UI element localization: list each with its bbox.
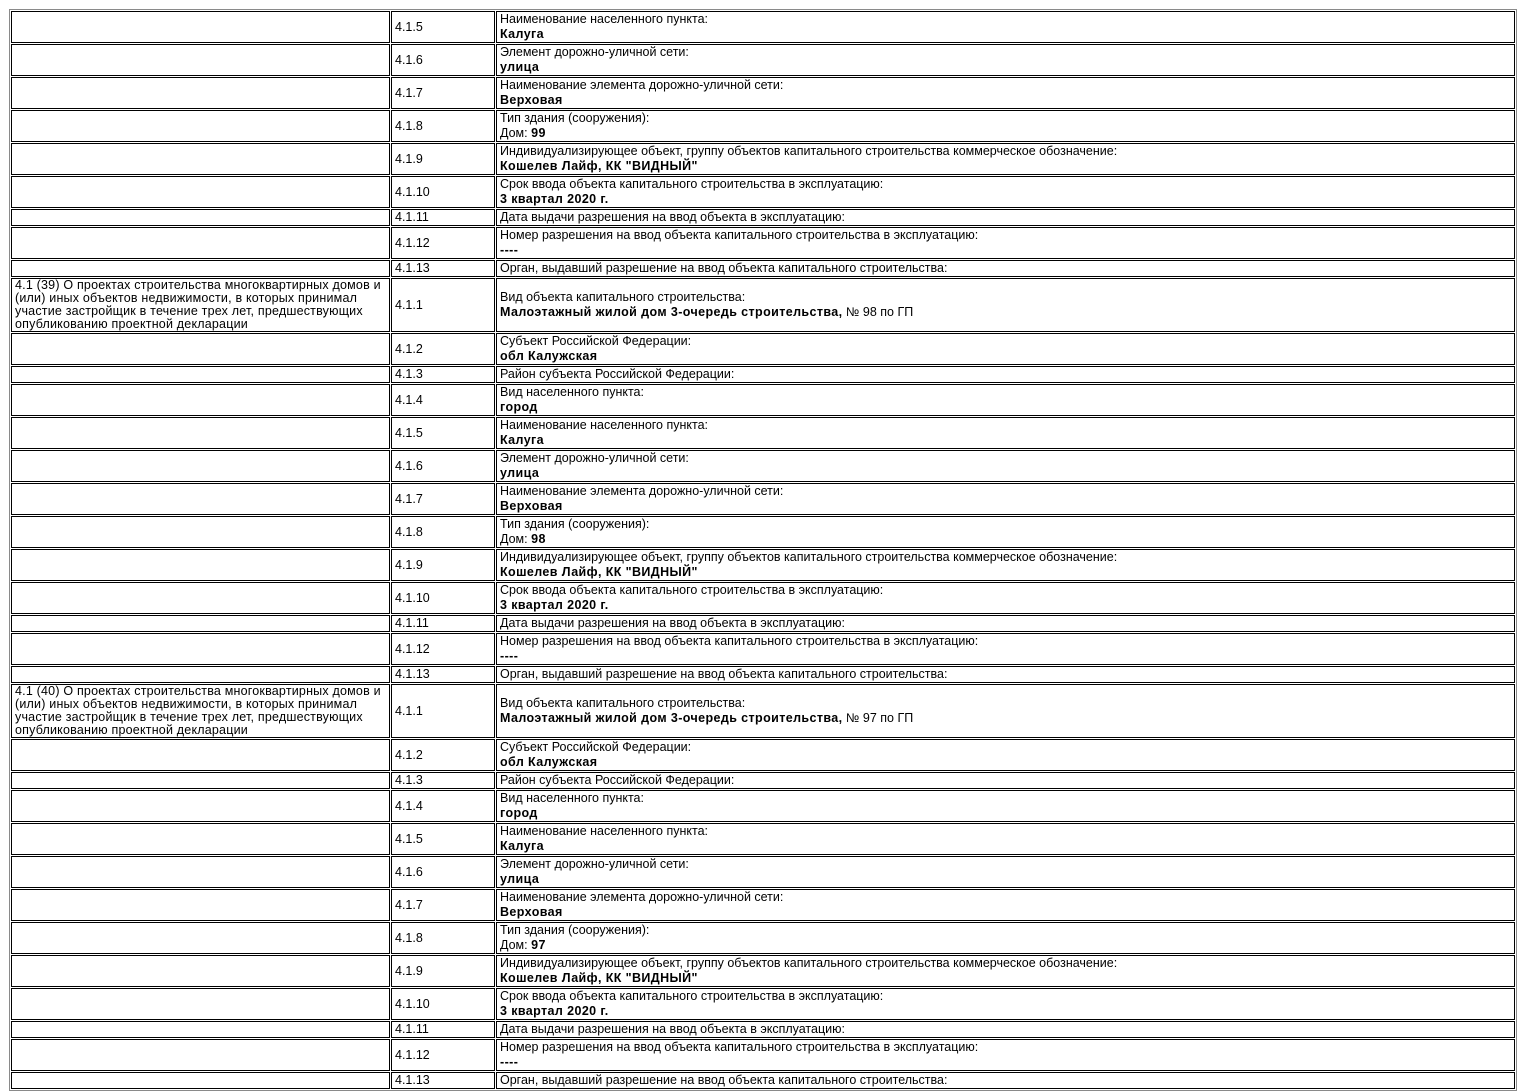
table-row [11, 227, 1515, 259]
field-value-text: № 98 по ГП [842, 305, 914, 319]
row-number-cell [391, 549, 495, 581]
row-number: 4.1.3 [395, 367, 423, 381]
field-value [500, 243, 1511, 258]
section-description-cell [11, 790, 390, 822]
field-value [500, 532, 1511, 547]
field-value [500, 839, 1511, 854]
content-cell [496, 260, 1515, 277]
section-description-cell [11, 483, 390, 515]
row-number-cell [391, 450, 495, 482]
section-description-cell [11, 1039, 390, 1071]
table-row [11, 666, 1515, 683]
field-label: Дата выдачи разрешения на ввод объекта в эксплуатацию: [500, 210, 845, 224]
table-row [11, 516, 1515, 548]
field-label: Орган, выдавший разрешение на ввод объекта капитального строительства: [500, 667, 948, 681]
row-number-cell [391, 209, 495, 226]
row-number: 4.1.4 [395, 392, 423, 407]
table-row [11, 1039, 1515, 1071]
content-cell [496, 483, 1515, 515]
field-value [500, 192, 1511, 207]
row-number: 4.1.5 [395, 425, 423, 440]
field-value-text: ---- [500, 243, 519, 257]
field-label: Тип здания (сооружения): [500, 517, 650, 531]
content-cell [496, 666, 1515, 683]
row-number: 4.1.7 [395, 491, 423, 506]
table-row [11, 582, 1515, 614]
field-label: Район субъекта Российской Федерации: [500, 773, 735, 787]
row-number-cell [391, 278, 495, 332]
field-label: Индивидуализирующее объект, группу объектов капитального строительства коммерческое обозначение: [500, 144, 1118, 158]
field-value [500, 938, 1511, 953]
row-number-cell [391, 366, 495, 383]
row-number-cell [391, 823, 495, 855]
section-description-cell [11, 988, 390, 1020]
row-number-cell [391, 633, 495, 665]
field-label: Тип здания (сооружения): [500, 111, 650, 125]
field-value [500, 499, 1511, 514]
field-label: Номер разрешения на ввод объекта капитального строительства в эксплуатацию: [500, 634, 979, 648]
field-value-text: город [500, 400, 538, 414]
content-cell [496, 615, 1515, 632]
section-description-cell [11, 11, 390, 43]
field-value-text: Верховая [500, 499, 563, 513]
section-description-cell [11, 44, 390, 76]
row-number: 4.1.2 [395, 747, 423, 762]
table-row [11, 1021, 1515, 1038]
field-label: Номер разрешения на ввод объекта капитального строительства в эксплуатацию: [500, 1040, 979, 1054]
field-label: Орган, выдавший разрешение на ввод объекта капитального строительства: [500, 1073, 948, 1087]
row-number-cell [391, 260, 495, 277]
row-number-cell [391, 176, 495, 208]
field-label: Дата выдачи разрешения на ввод объекта в эксплуатацию: [500, 1022, 845, 1036]
content-cell [496, 450, 1515, 482]
row-number: 4.1.9 [395, 151, 423, 166]
row-number: 4.1.7 [395, 897, 423, 912]
row-number-cell [391, 417, 495, 449]
content-cell [496, 955, 1515, 987]
row-number: 4.1.3 [395, 773, 423, 787]
declaration-table-body [11, 11, 1515, 1089]
field-label: Вид населенного пункта: [500, 791, 644, 805]
field-label: Тип здания (сооружения): [500, 923, 650, 937]
row-number-cell [391, 483, 495, 515]
row-number-cell [391, 889, 495, 921]
row-number: 4.1.4 [395, 798, 423, 813]
field-value-text: Калуга [500, 433, 545, 447]
row-number: 4.1.5 [395, 831, 423, 846]
content-cell [496, 366, 1515, 383]
section-description-cell [11, 260, 390, 277]
field-value-text: Кошелев Лайф, КК "ВИДНЫЙ" [500, 565, 698, 579]
field-label: Срок ввода объекта капитального строительства в эксплуатацию: [500, 989, 884, 1003]
table-row [11, 11, 1515, 43]
section-description-cell [11, 1072, 390, 1089]
row-number-cell [391, 1039, 495, 1071]
content-cell [496, 333, 1515, 365]
field-label: Субъект Российской Федерации: [500, 740, 692, 754]
table-row [11, 549, 1515, 581]
field-value [500, 466, 1511, 481]
table-row [11, 209, 1515, 226]
field-value [500, 711, 1511, 726]
field-value [500, 971, 1511, 986]
section-description-cell [11, 823, 390, 855]
section-description-cell [11, 176, 390, 208]
field-value-text: 3 квартал 2020 г. [500, 598, 609, 612]
row-number: 4.1.12 [395, 641, 430, 656]
field-label: Вид объекта капитального строительства: [500, 696, 746, 710]
content-cell [496, 143, 1515, 175]
section-description: 4.1 (39) О проектах строительства многоквартирных домов и (или) иных объектов недвижимости, в которых принимал участие застройщик в течение трех лет, предшествующих опубликованию проектной декларации [15, 278, 381, 331]
row-number-cell [391, 922, 495, 954]
field-value-text: № 97 по ГП [842, 711, 914, 725]
field-label: Субъект Российской Федерации: [500, 334, 692, 348]
row-number: 4.1.13 [395, 667, 430, 681]
row-number-cell [391, 1072, 495, 1089]
table-row [11, 772, 1515, 789]
table-row [11, 44, 1515, 76]
field-label: Орган, выдавший разрешение на ввод объекта капитального строительства: [500, 261, 948, 275]
section-description-cell [11, 684, 390, 738]
field-value-text: 3 квартал 2020 г. [500, 1004, 609, 1018]
row-number-cell [391, 955, 495, 987]
table-row [11, 110, 1515, 142]
field-value-text: улица [500, 872, 540, 886]
section-description-cell [11, 77, 390, 109]
row-number-cell [391, 772, 495, 789]
row-number: 4.1.2 [395, 341, 423, 356]
field-value [500, 1004, 1511, 1019]
row-number: 4.1.12 [395, 235, 430, 250]
row-number: 4.1.1 [395, 703, 423, 718]
content-cell [496, 1072, 1515, 1089]
content-cell [496, 549, 1515, 581]
content-cell [496, 110, 1515, 142]
table-row [11, 1072, 1515, 1089]
field-value-text: Верховая [500, 93, 563, 107]
row-number-cell [391, 739, 495, 771]
table-row [11, 790, 1515, 822]
section-description-cell [11, 110, 390, 142]
field-value-text: 98 [531, 532, 546, 546]
field-value-text: Малоэтажный жилой дом 3-очередь строительства, [500, 305, 843, 319]
section-description-cell [11, 417, 390, 449]
row-number-cell [391, 666, 495, 683]
field-value [500, 872, 1511, 887]
table-row [11, 615, 1515, 632]
content-cell [496, 176, 1515, 208]
field-label: Срок ввода объекта капитального строительства в эксплуатацию: [500, 583, 884, 597]
section-description-cell [11, 633, 390, 665]
field-value-text: Малоэтажный жилой дом 3-очередь строительства, [500, 711, 843, 725]
content-cell [496, 11, 1515, 43]
field-value [500, 126, 1511, 141]
field-value [500, 649, 1511, 664]
row-number: 4.1.6 [395, 864, 423, 879]
section-description-cell [11, 366, 390, 383]
field-value-text: ---- [500, 649, 519, 663]
row-number-cell [391, 856, 495, 888]
content-cell [496, 684, 1515, 738]
section-description-cell [11, 333, 390, 365]
section-description-cell [11, 1021, 390, 1038]
field-value [500, 400, 1511, 415]
field-value [500, 305, 1511, 320]
section-description-cell [11, 666, 390, 683]
field-label: Район субъекта Российской Федерации: [500, 367, 735, 381]
table-row [11, 739, 1515, 771]
table-row [11, 922, 1515, 954]
section-description-cell [11, 856, 390, 888]
field-value-text: ---- [500, 1055, 519, 1069]
row-number: 4.1.11 [395, 1022, 429, 1036]
row-number-cell [391, 516, 495, 548]
field-value-text: Калуга [500, 27, 545, 41]
row-number-cell [391, 333, 495, 365]
table-row [11, 333, 1515, 365]
row-number-cell [391, 44, 495, 76]
field-label: Индивидуализирующее объект, группу объектов капитального строительства коммерческое обозначение: [500, 550, 1118, 564]
table-row [11, 988, 1515, 1020]
content-cell [496, 44, 1515, 76]
field-value [500, 60, 1511, 75]
field-value [500, 349, 1511, 364]
row-number-cell [391, 77, 495, 109]
section-description: 4.1 (40) О проектах строительства многоквартирных домов и (или) иных объектов недвижимости, в которых принимал участие застройщик в течение трех лет, предшествующих опубликованию проектной декларации [15, 684, 381, 737]
row-number-cell [391, 582, 495, 614]
field-value [500, 27, 1511, 42]
field-value [500, 433, 1511, 448]
content-cell [496, 1021, 1515, 1038]
field-value-text: 3 квартал 2020 г. [500, 192, 609, 206]
section-description-cell [11, 955, 390, 987]
field-value-text: Кошелев Лайф, КК "ВИДНЫЙ" [500, 971, 698, 985]
content-cell [496, 77, 1515, 109]
field-value [500, 905, 1511, 920]
row-number: 4.1.1 [395, 297, 423, 312]
field-value-text: улица [500, 466, 540, 480]
section-description-cell [11, 889, 390, 921]
declaration-table [9, 9, 1517, 1091]
field-label: Дата выдачи разрешения на ввод объекта в эксплуатацию: [500, 616, 845, 630]
field-value-text: обл Калужская [500, 349, 598, 363]
section-description-cell [11, 278, 390, 332]
row-number: 4.1.10 [395, 590, 430, 605]
row-number: 4.1.6 [395, 458, 423, 473]
field-value [500, 159, 1511, 174]
field-label: Элемент дорожно-уличной сети: [500, 857, 689, 871]
table-row [11, 417, 1515, 449]
section-description-cell [11, 739, 390, 771]
row-number-cell [391, 384, 495, 416]
field-label: Наименование населенного пункта: [500, 12, 709, 26]
row-number-cell [391, 227, 495, 259]
row-number: 4.1.8 [395, 118, 423, 133]
row-number-cell [391, 110, 495, 142]
table-row [11, 260, 1515, 277]
field-label: Вид объекта капитального строительства: [500, 290, 746, 304]
content-cell [496, 739, 1515, 771]
row-number-cell [391, 1021, 495, 1038]
content-cell [496, 922, 1515, 954]
field-label: Наименование населенного пункта: [500, 418, 709, 432]
content-cell [496, 633, 1515, 665]
row-number-cell [391, 615, 495, 632]
content-cell [496, 889, 1515, 921]
table-row [11, 143, 1515, 175]
section-description-cell [11, 450, 390, 482]
content-cell [496, 823, 1515, 855]
table-row [11, 684, 1515, 738]
field-label: Номер разрешения на ввод объекта капитального строительства в эксплуатацию: [500, 228, 979, 242]
row-number-cell [391, 988, 495, 1020]
row-number: 4.1.8 [395, 930, 423, 945]
row-number-cell [391, 684, 495, 738]
field-label: Элемент дорожно-уличной сети: [500, 451, 689, 465]
section-description-cell [11, 772, 390, 789]
table-row [11, 633, 1515, 665]
field-label: Наименование элемента дорожно-уличной сети: [500, 890, 784, 904]
table-row [11, 955, 1515, 987]
section-description-cell [11, 227, 390, 259]
row-number: 4.1.10 [395, 184, 430, 199]
row-number: 4.1.9 [395, 557, 423, 572]
section-description-cell [11, 582, 390, 614]
section-description-cell [11, 384, 390, 416]
row-number: 4.1.13 [395, 1073, 430, 1087]
table-row [11, 366, 1515, 383]
field-value [500, 598, 1511, 613]
row-number-cell [391, 143, 495, 175]
table-row [11, 450, 1515, 482]
field-label: Элемент дорожно-уличной сети: [500, 45, 689, 59]
row-number-cell [391, 790, 495, 822]
row-number: 4.1.11 [395, 210, 429, 224]
section-description-cell [11, 209, 390, 226]
field-value-text: Дом: [500, 938, 532, 952]
table-row [11, 278, 1515, 332]
row-number: 4.1.8 [395, 524, 423, 539]
section-description-cell [11, 615, 390, 632]
field-label: Вид населенного пункта: [500, 385, 644, 399]
row-number: 4.1.5 [395, 19, 423, 34]
field-value-text: обл Калужская [500, 755, 598, 769]
field-label: Наименование элемента дорожно-уличной сети: [500, 78, 784, 92]
content-cell [496, 582, 1515, 614]
field-value-text: город [500, 806, 538, 820]
field-value-text: 97 [531, 938, 546, 952]
field-value-text: Верховая [500, 905, 563, 919]
field-label: Наименование элемента дорожно-уличной сети: [500, 484, 784, 498]
table-row [11, 856, 1515, 888]
field-value-text: Кошелев Лайф, КК "ВИДНЫЙ" [500, 159, 698, 173]
table-row [11, 176, 1515, 208]
field-value-text: Калуга [500, 839, 545, 853]
field-value-text: 99 [531, 126, 546, 140]
row-number: 4.1.9 [395, 963, 423, 978]
content-cell [496, 209, 1515, 226]
row-number: 4.1.6 [395, 52, 423, 67]
content-cell [496, 1039, 1515, 1071]
field-value-text: улица [500, 60, 540, 74]
table-row [11, 77, 1515, 109]
row-number: 4.1.11 [395, 616, 429, 630]
row-number-cell [391, 11, 495, 43]
content-cell [496, 227, 1515, 259]
content-cell [496, 278, 1515, 332]
content-cell [496, 988, 1515, 1020]
field-label: Срок ввода объекта капитального строительства в эксплуатацию: [500, 177, 884, 191]
section-description-cell [11, 922, 390, 954]
content-cell [496, 384, 1515, 416]
section-description-cell [11, 516, 390, 548]
table-row [11, 483, 1515, 515]
section-description-cell [11, 143, 390, 175]
field-value [500, 1055, 1511, 1070]
table-row [11, 823, 1515, 855]
table-row [11, 889, 1515, 921]
content-cell [496, 516, 1515, 548]
content-cell [496, 856, 1515, 888]
content-cell [496, 417, 1515, 449]
row-number: 4.1.7 [395, 85, 423, 100]
field-value [500, 565, 1511, 580]
row-number: 4.1.12 [395, 1047, 430, 1062]
field-value-text: Дом: [500, 532, 532, 546]
field-value [500, 755, 1511, 770]
row-number: 4.1.13 [395, 261, 430, 275]
field-value [500, 93, 1511, 108]
table-row [11, 384, 1515, 416]
content-cell [496, 790, 1515, 822]
row-number: 4.1.10 [395, 996, 430, 1011]
field-value [500, 806, 1511, 821]
field-value-text: Дом: [500, 126, 532, 140]
field-label: Индивидуализирующее объект, группу объектов капитального строительства коммерческое обозначение: [500, 956, 1118, 970]
content-cell [496, 772, 1515, 789]
field-label: Наименование населенного пункта: [500, 824, 709, 838]
section-description-cell [11, 549, 390, 581]
